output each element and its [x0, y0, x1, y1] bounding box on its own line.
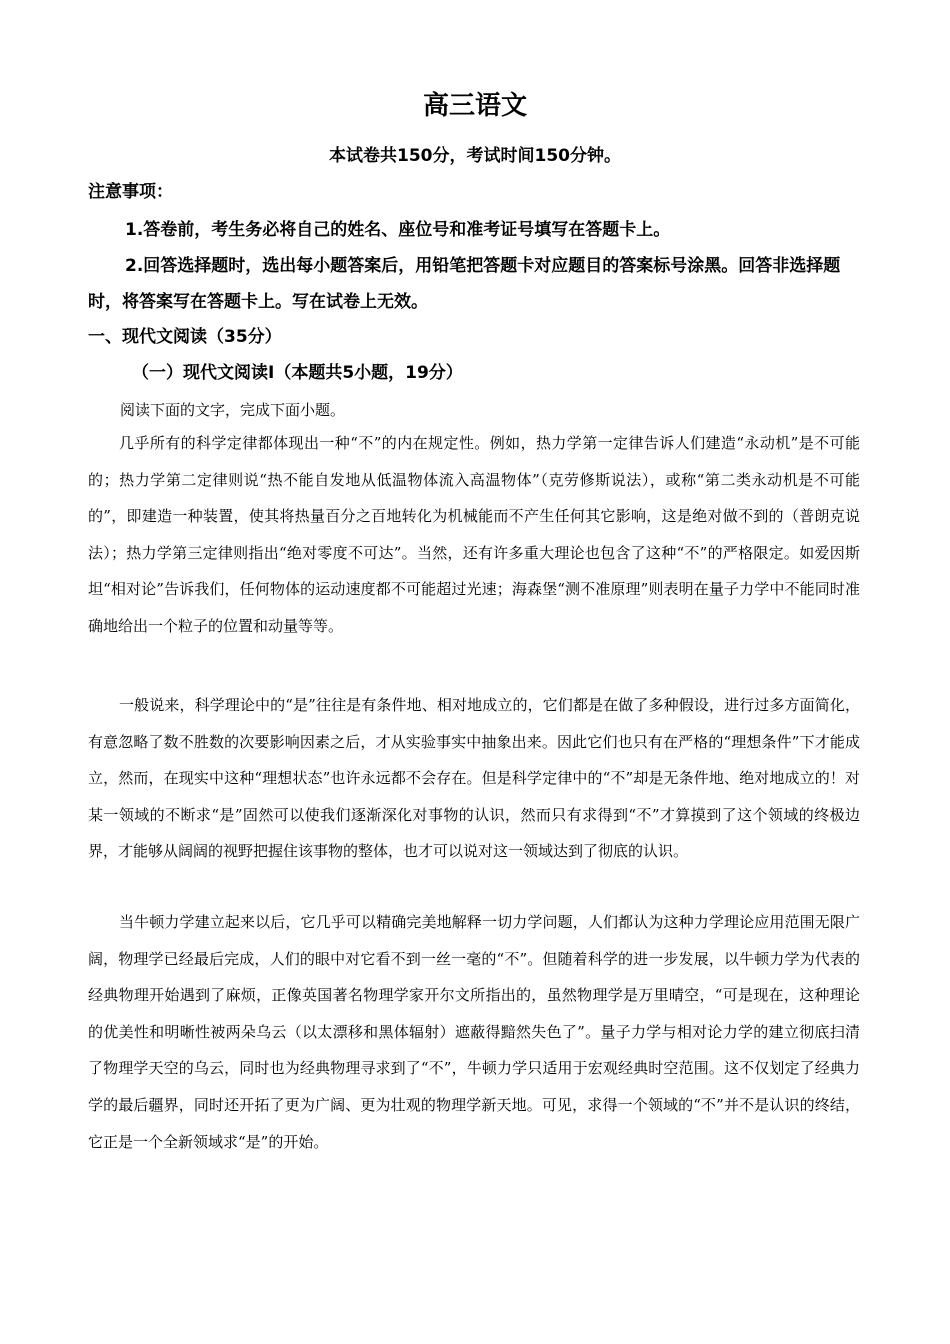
notice-heading: 注意事项：: [88, 182, 173, 202]
paragraph-1: 几乎所有的科学定律都体现出一种“不”的内在规定性。例如，热力学第一定律告诉人们建造“永动机”是不可能的；热力学第二定律则说“热不能自发地从低温物体流入高温物体”（克劳修斯说法），或称“第二类永动机是不可能的”，即建造一种装置，使其将热量百分之百地转化为机械能而不产生任何其它影响，这是绝对做不到的（普朗克说法）；热力学第三定律则指出“绝对零度不可达”。当然，还有许多重大理论也包含了这种“不”的严格限定。如爱因斯坦“相对论”告诉我们，任何物体的运动速度都不可能超过光速；海森堡“测不准原理”则表明在量子力学中不能同时准确地给出一个粒子的位置和动量等等。: [88, 434, 860, 635]
paragraph-2: 一般说来，科学理论中的“是”往往是有条件地、相对地成立的，它们都是在做了多种假设，进行过多方面简化，有意忽略了数不胜数的次要影响因素之后，才从实验事实中抽象出来。因此它们也只有在严格的“理想条件”下才能成立，然而，在现实中这种“理想状态”也许永远都不会存在。但是科学定律中的“不”却是无条件地、绝对地成立的！对某一领域的不断求“是”固然可以使我们逐渐深化对事物的认识，然而只有求得到“不”才算摸到了这个领域的终极边界，才能够从阔阔的视野把握住该事物的整体，也才可以说对这一领域达到了彻底的认识。: [88, 696, 860, 861]
exam-info: 本试卷共150分，考试时间150分钟。: [329, 146, 621, 166]
notice-item-2: 2.回答选择题时，选出每小题答案后，用铅笔把答题卡对应题目的答案标号涂黑。回答非选择题时，将答案写在答题卡上。写在试卷上无效。: [88, 256, 841, 312]
page-title: 高三语文: [422, 91, 527, 121]
notice-item-1: 1.答卷前，考生务必将自己的姓名、座位号和准考证号填写在答题卡上。: [125, 220, 671, 240]
reading-instruction: 阅读下面的文字，完成下面小题。: [120, 401, 346, 419]
section-heading: 一、现代文阅读（35分）: [88, 327, 282, 347]
subsection-heading: （一）现代文阅读Ⅰ（本题共5小题，19分）: [132, 363, 463, 383]
paragraph-3: 当牛顿力学建立起来以后，它几乎可以精确完美地解释一切力学问题，人们都认为这种力学理论应用范围无限广阔，物理学已经最后完成，人们的眼中对它看不到一丝一毫的“不”。但随着科学的进一步发展，以牛顿力学为代表的经典物理开始遇到了麻烦，正像英国著名物理学家开尔文所指出的，虽然物理学是万里晴空，“可是现在，这种理论的优美性和明晰性被两朵乌云（以太漂移和黑体辐射）遮蔽得黯然失色了”。量子力学与相对论力学的建立彻底扫清了物理学天空的乌云，同时也为经典物理寻求到了“不”，牛顿力学只适用于宏观经典时空范围。这不仅划定了经典力学的最后疆界，同时还开拓了更为广阔、更为壮观的物理学新天地。可见，求得一个领域的“不”并不是认识的终结，它正是一个全新领域求“是”的开始。: [88, 913, 860, 1151]
